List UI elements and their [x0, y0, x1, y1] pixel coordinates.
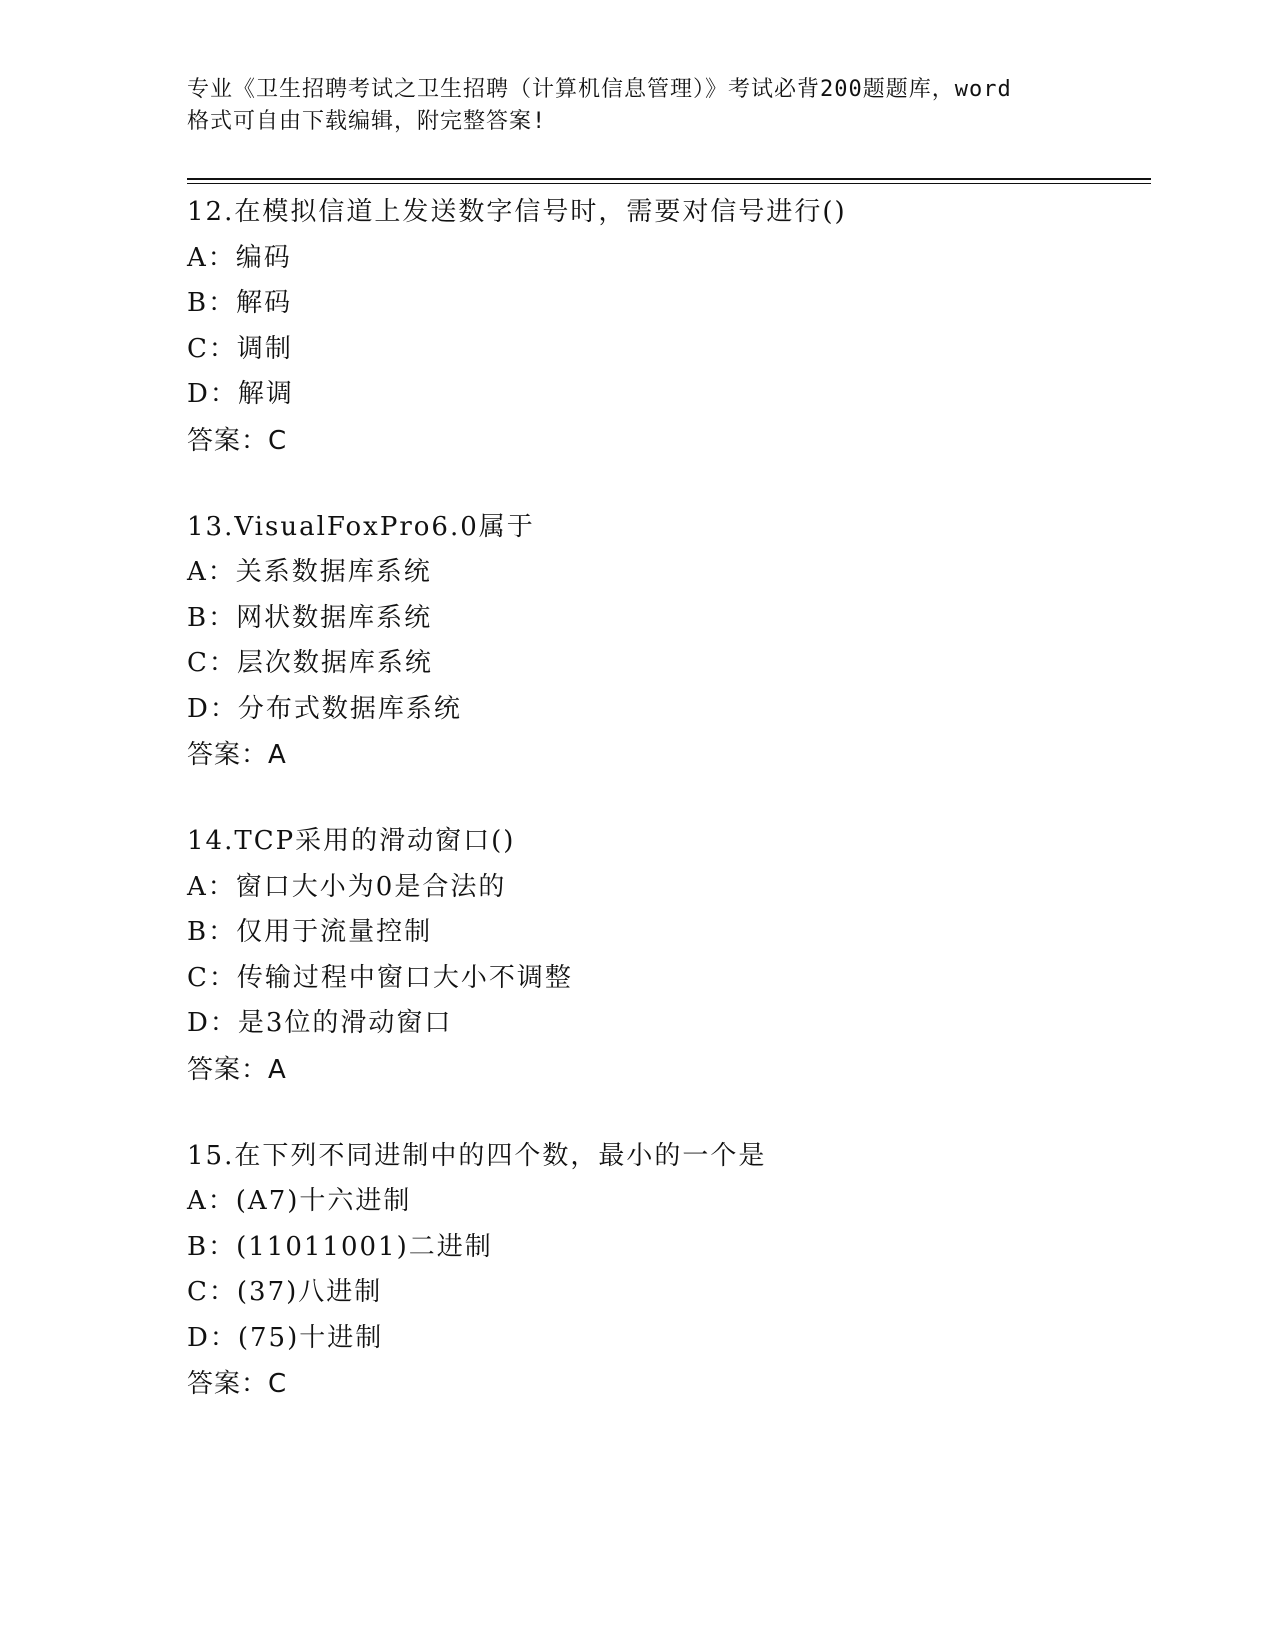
option-c: C：(37)八进制	[187, 1277, 383, 1307]
header-divider-thin	[187, 183, 1151, 184]
option-a: A：窗口大小为0是合法的	[187, 871, 507, 902]
question-list	[187, 190, 1147, 1448]
question-title: 12.在模拟信道上发送数字信号时，需要对信号进行()	[187, 197, 847, 227]
option-c: C：传输过程中窗口大小不调整	[187, 962, 573, 993]
question-title: 13.VisualFoxPro6.0属于	[187, 511, 535, 542]
option-c: C：调制	[187, 333, 293, 364]
header-divider-thick	[187, 178, 1151, 180]
answer-text: 答案：C	[187, 425, 288, 456]
header-line-1: 专业《卫生招聘考试之卫生招聘（计算机信息管理）》考试必背200题题库，word	[187, 77, 1012, 102]
question-13	[187, 505, 1147, 779]
option-b: B：(11011001)二进制	[187, 1231, 493, 1262]
question-14	[187, 819, 1147, 1093]
option-d: D：(75)十进制	[187, 1322, 384, 1353]
option-b: B：网状数据库系统	[187, 602, 433, 633]
question-title: 14.TCP采用的滑动窗口()	[187, 826, 516, 856]
option-a: A：关系数据库系统	[187, 557, 432, 587]
option-c: C：层次数据库系统	[187, 648, 433, 678]
option-b: B：仅用于流量控制	[187, 917, 433, 947]
question-15	[187, 1134, 1147, 1408]
question-title: 15.在下列不同进制中的四个数，最小的一个是	[187, 1140, 767, 1171]
header-line-2: 格式可自由下载编辑，附完整答案!	[187, 109, 547, 134]
answer-text: 答案：A	[187, 1054, 287, 1085]
answer-text: 答案：C	[187, 1369, 288, 1399]
option-d: D：解调	[187, 379, 294, 409]
option-d: D：分布式数据库系统	[187, 693, 462, 724]
option-d: D：是3位的滑动窗口	[187, 1008, 453, 1038]
option-a: A：编码	[187, 242, 292, 273]
option-b: B：解码	[187, 288, 293, 318]
document-header	[187, 74, 1087, 138]
option-a: A：(A7)十六进制	[187, 1186, 412, 1216]
answer-text: 答案：A	[187, 740, 287, 770]
question-12	[187, 190, 1147, 464]
